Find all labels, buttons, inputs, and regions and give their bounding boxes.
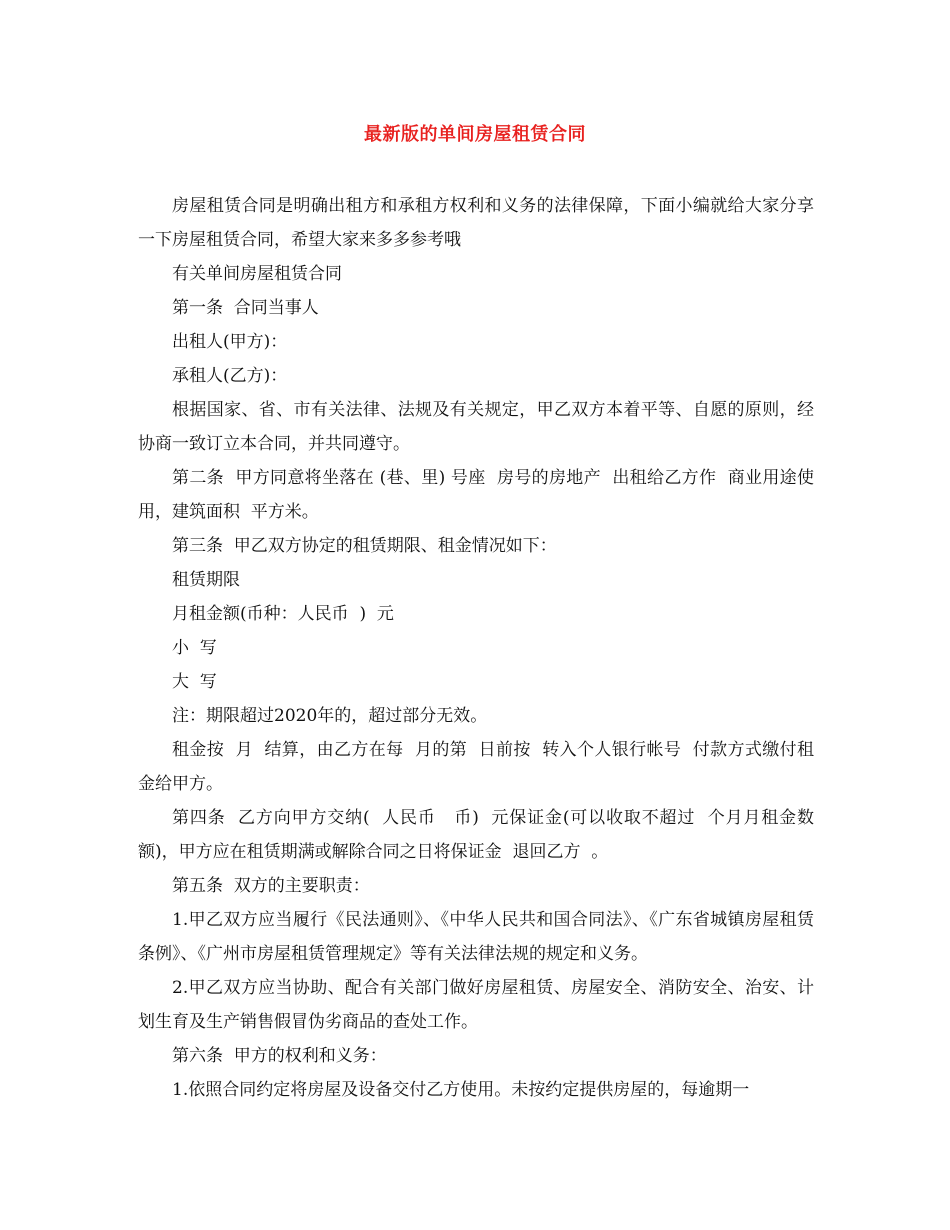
- paragraph-article-4: 第四条 乙方向甲方交纳( 人民币 币) 元保证金(可以收取不超过 个月月租金数额)，甲方应在租赁期满或解除合同之日将保证金 退回乙方 。: [138, 808, 814, 862]
- paragraph-lessor: 出租人(甲方)：: [172, 332, 288, 352]
- paragraph-article-1: 第一条 合同当事人: [172, 298, 319, 318]
- document-title: 最新版的单间房屋租赁合同: [364, 124, 586, 145]
- paragraph-basis: 根据国家、省、市有关法律、法规及有关规定，甲乙双方本着平等、自愿的原则，经协商一致订立本合同，并共同遵守。: [138, 400, 814, 454]
- paragraph-subtitle: 有关单间房屋租赁合同: [172, 264, 342, 284]
- paragraph-article-2: 第二条 甲方同意将坐落在 (巷、里) 号座 房号的房地产 出租给乙方作 商业用途使用，建筑面积 平方米。: [138, 468, 814, 522]
- paragraph-note: 注：期限超过2020年的，超过部分无效。: [172, 706, 488, 726]
- paragraph-intro: 房屋租赁合同是明确出租方和承租方权利和义务的法律保障，下面小编就给大家分享一下房屋租赁合同，希望大家来多多参考哦: [138, 196, 814, 250]
- paragraph-lessee: 承租人(乙方)：: [172, 366, 288, 386]
- paragraph-duty-2: 2.甲乙双方应当协助、配合有关部门做好房屋租赁、房屋安全、消防安全、治安、计划生育及生产销售假冒伪劣商品的查处工作。: [138, 978, 814, 1032]
- paragraph-lowercase: 小 写: [172, 638, 217, 658]
- document-body: [138, 189, 814, 1107]
- paragraph-article-5: 第五条 双方的主要职责：: [172, 876, 370, 896]
- paragraph-lease-term: 租赁期限: [172, 570, 240, 590]
- paragraph-monthly-rent: 月租金额(币种：人民币 ) 元: [172, 604, 394, 624]
- paragraph-duty-1: 1.甲乙双方应当履行《民法通则》、《中华人民共和国合同法》、《广东省城镇房屋租赁条例》、《广州市房屋租赁管理规定》等有关法律法规的规定和义务。: [138, 910, 814, 964]
- paragraph-article-6: 第六条 甲方的权利和义务：: [172, 1046, 387, 1066]
- paragraph-article-3: 第三条 甲乙双方协定的租赁期限、租金情况如下：: [172, 536, 557, 556]
- paragraph-lessor-right-1: 1.依照合同约定将房屋及设备交付乙方使用。未按约定提供房屋的，每逾期一: [172, 1080, 750, 1100]
- paragraph-uppercase: 大 写: [172, 672, 217, 692]
- paragraph-rent-settlement: 租金按 月 结算，由乙方在每 月的第 日前按 转入个人银行帐号 付款方式缴付租金给甲方。: [138, 740, 814, 794]
